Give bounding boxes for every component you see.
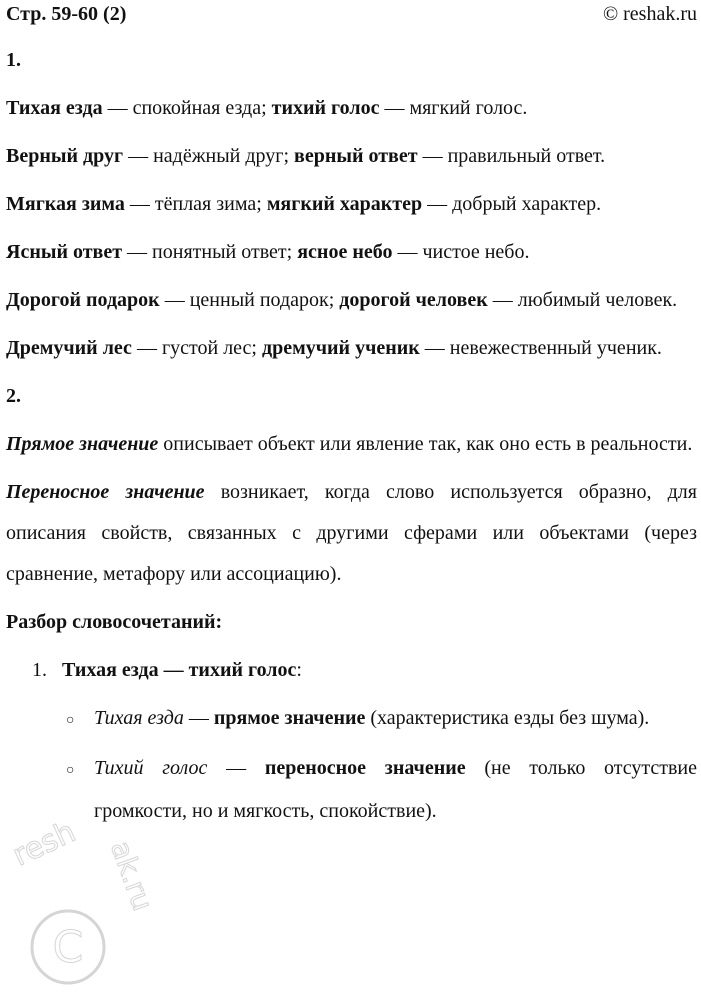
paragraph: [6, 136, 697, 177]
text: :: [296, 659, 302, 681]
paragraph: [6, 328, 697, 369]
svg-text:resh: resh: [7, 814, 82, 874]
italic-text: Тихий голос: [94, 757, 208, 779]
emphasized-text: Ясный ответ: [6, 241, 123, 263]
emphasized-text: Мягкая зима: [6, 193, 125, 215]
emphasized-text: дремучий ученик: [262, 337, 420, 359]
copyright: © reshak.ru: [602, 3, 697, 25]
text: (не только отсутствие громкости, но и мягкость, спокойствие).: [94, 757, 698, 822]
text: — понятный ответ;: [122, 241, 298, 263]
paragraph: [6, 602, 697, 643]
paragraph: [6, 376, 697, 417]
paragraph: [6, 472, 697, 595]
svg-text:C: C: [52, 922, 84, 973]
emphasized-text: Дорогой подарок: [6, 289, 160, 311]
bullet-list-item: [6, 748, 697, 832]
text: описывает объект или явление так, как оно есть в реальности.: [158, 433, 693, 455]
svg-text:ak.ru: ak.ru: [104, 836, 160, 916]
emphasized-text: Дремучий лес: [6, 337, 132, 359]
emphasized-text: верный ответ: [294, 145, 418, 167]
text: — правильный ответ.: [417, 145, 606, 167]
text: — любимый человек.: [487, 289, 678, 311]
paragraph: [6, 424, 697, 465]
paragraph: [6, 232, 697, 273]
text: — густой лес;: [131, 337, 262, 359]
paragraph: [6, 88, 697, 129]
text: — невежественный ученик.: [419, 337, 662, 359]
numbered-list-item: [6, 650, 697, 691]
emphasized-text: 1.: [6, 49, 21, 71]
emphasized-text: переносное значение: [264, 757, 466, 779]
paragraph: [6, 184, 697, 225]
emphasized-text: 2.: [6, 385, 21, 407]
bullet-circle-icon: ○: [66, 713, 75, 728]
emphasized-text: Тихая езда: [6, 97, 103, 119]
text: — добрый характер.: [422, 193, 602, 215]
paragraph: [6, 40, 697, 81]
paragraph: [6, 280, 697, 321]
document-body: [6, 40, 697, 839]
bullet-circle-icon: ○: [66, 763, 75, 778]
text: —: [207, 757, 265, 779]
emphasized-text: Прямое значение: [6, 433, 159, 455]
text: —: [183, 707, 214, 729]
page-number: Стр. 59-60 (2): [6, 3, 127, 25]
text: (характеристика езды без шума).: [365, 707, 650, 729]
text: — чистое небо.: [392, 241, 530, 263]
watermark-logo-icon: [7, 814, 160, 992]
emphasized-text: Переносное значение: [6, 481, 205, 503]
text: — ценный подарок;: [159, 289, 340, 311]
page-header: [6, 0, 697, 30]
text: — тёплая зима;: [124, 193, 267, 215]
text: возникает, когда слово используется образно, для описания свойств, связанных с другими сферами или объектами (через сравнение, метафору или ассоциацию).: [6, 481, 697, 585]
emphasized-text: дорогой человек: [339, 289, 488, 311]
list-number: 1.: [32, 659, 47, 681]
emphasized-text: Верный друг: [6, 145, 124, 167]
emphasized-text: Разбор словосочетаний:: [6, 611, 223, 633]
text: — мягкий голос.: [379, 97, 528, 119]
emphasized-text: мягкий характер: [266, 193, 423, 215]
emphasized-text: ясное небо: [297, 241, 393, 263]
bullet-list-item: [6, 698, 697, 741]
emphasized-text: Тихая езда — тихий голос: [62, 659, 297, 681]
italic-text: Тихая езда: [94, 707, 184, 729]
text: — спокойная езда;: [102, 97, 272, 119]
emphasized-text: прямое значение: [213, 707, 366, 729]
emphasized-text: тихий голос: [271, 97, 380, 119]
text: — надёжный друг;: [123, 145, 295, 167]
